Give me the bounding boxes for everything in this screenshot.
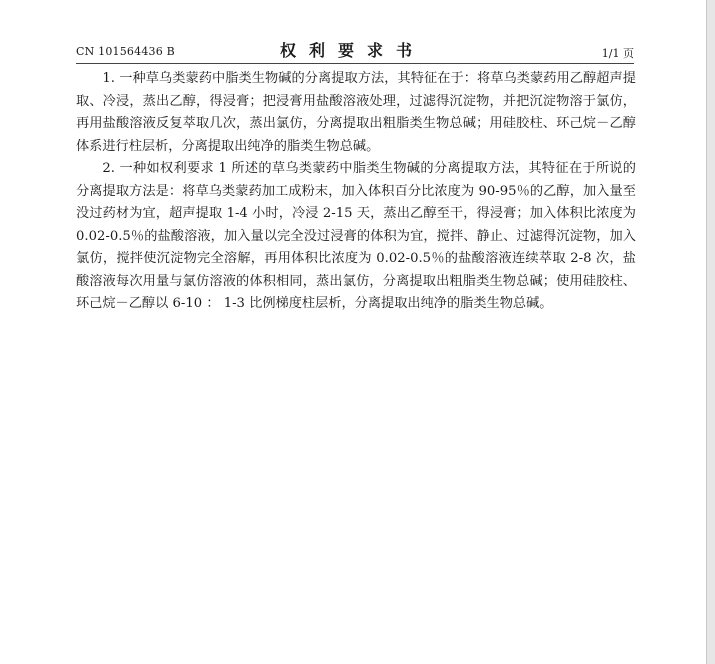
claims-body — [76, 68, 636, 316]
page-header — [76, 38, 634, 62]
patent-number: CN 101564436 B — [76, 45, 175, 58]
document-title: 权利要求书 — [280, 41, 426, 60]
claim-2: 2. 一种如权利要求 1 所述的草乌类蒙药中脂类生物碱的分离提取方法，其特征在于所说的分离提取方法是：将草乌类蒙药加工成粉末，加入体积百分比浓度为 90-95％的乙醇，加入量至没过药材为宜，超声提取 1-4 小时，冷浸 2-15 天，蒸出乙醇至干，得浸膏；加入体积比浓度为 0.02-0.5％的盐酸溶液，加入量以完全没过浸膏的体积为宜，搅拌、静止、过滤得沉淀物，加入氯仿，搅拌使沉淀物完全溶解，再用体积比浓度为 0.02-0.5％的盐酸溶液连续萃取 2-8 次，盐酸溶液每次用量与氯仿溶液的体积相同，蒸出氯仿，分离提取出粗脂类生物总碱；使用硅胶柱、环己烷－乙醇以 6-10 ： 1-3 比例梯度柱层析，分离提取出纯净的脂类生物总碱。 — [76, 161, 636, 311]
page-number: 1/1 页 — [601, 47, 634, 60]
claim-1: 1. 一种草乌类蒙药中脂类生物碱的分离提取方法，其特征在于：将草乌类蒙药用乙醇超声提取、冷浸，蒸出乙醇，得浸膏；把浸膏用盐酸溶液处理，过滤得沉淀物，并把沉淀物溶于氯仿，再用盐酸溶液反复萃取几次，蒸出氯仿，分离提取出粗脂类生物总碱；用硅胶柱、环己烷－乙醇体系进行柱层析，分离提取出纯净的脂类生物总碱。 — [76, 71, 636, 154]
header-divider — [76, 63, 634, 64]
viewer-margin — [707, 0, 715, 664]
